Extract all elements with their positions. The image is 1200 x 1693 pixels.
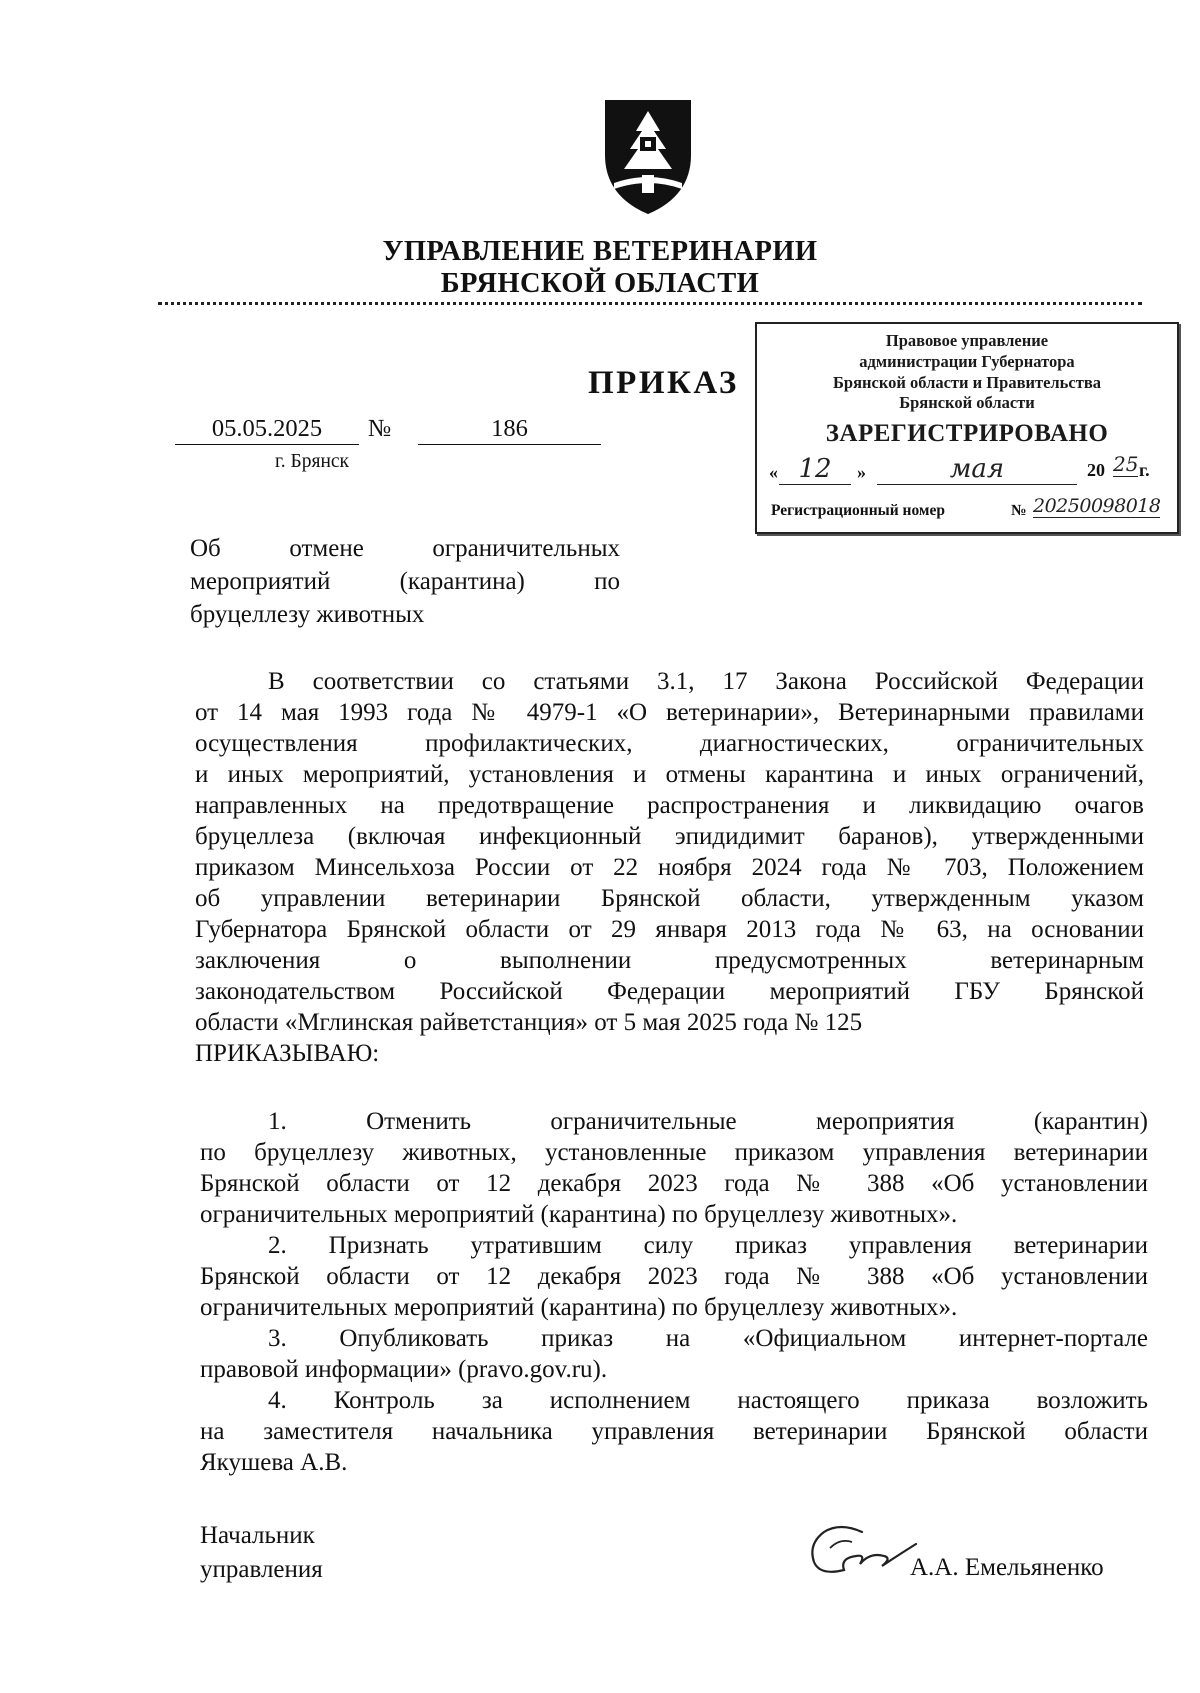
stamp-regnum-sign: № — [1011, 502, 1027, 519]
preamble-line: бруцеллеза (включая инфекционный эпидидимит баранов), утвержденными — [195, 823, 1144, 850]
document-title: ПРИКАЗ — [588, 365, 739, 401]
stamp-quote-close: » — [857, 462, 866, 482]
stamp-date-row — [769, 454, 1169, 488]
preamble-line: об управлении ветеринарии Брянской области, утвержденным указом — [195, 885, 1144, 912]
number-sign: № — [368, 415, 392, 442]
stamp-quote-open: « — [769, 462, 778, 482]
preamble-line: направленных на предотвращение распространения и ликвидацию очагов — [195, 792, 1144, 819]
stamp-line: Правовое управление — [885, 331, 1049, 350]
item-line: 4. Контроль за исполнением настоящего приказа возложить — [268, 1387, 1148, 1414]
item-line: на заместителя начальника управления ветеринарии Брянской области — [200, 1418, 1148, 1445]
stamp-day: 12 — [779, 454, 851, 485]
preamble-line: от 14 мая 1993 года № 4979-1 «О ветеринарии», Ветеринарными правилами — [195, 699, 1144, 726]
stamp-regnum-row — [771, 497, 1171, 525]
organization-name-line2: БРЯНСКОЙ ОБЛАСТИ — [440, 268, 760, 299]
stamp-year-suffix: г. — [1139, 460, 1150, 480]
order-date: 05.05.2025 — [175, 414, 359, 445]
city: г. Брянск — [275, 451, 350, 472]
item-line: 2. Признать утратившим силу приказ управления ветеринарии — [268, 1232, 1148, 1259]
subject-line: мероприятий (карантина) по — [190, 568, 620, 595]
header-divider — [158, 302, 1142, 305]
stamp-month: мая — [877, 454, 1077, 485]
preamble-line: заключения о выполнении предусмотренных ветеринарным — [195, 947, 1144, 974]
item-line: Брянской области от 12 декабря 2023 года № 388 «Об установлении — [200, 1263, 1148, 1290]
item-line: ограничительных мероприятий (карантина) по бруцеллезу животных». — [200, 1201, 958, 1228]
item-line: ограничительных мероприятий (карантина) по бруцеллезу животных». — [200, 1294, 958, 1321]
stamp-line: Брянской области — [899, 393, 1035, 412]
preamble-line: законодательством Российской Федерации мероприятий ГБУ Брянской — [195, 978, 1144, 1005]
item-line: 3. Опубликовать приказ на «Официальном интернет-портале — [268, 1325, 1148, 1352]
stamp-line: Брянской области и Правительства — [833, 373, 1101, 392]
item-line: Якушева А.В. — [200, 1449, 348, 1476]
preamble-line: области «Мглинская райветстанция» от 5 мая 2025 года № 125 — [195, 1009, 863, 1036]
registration-stamp — [755, 322, 1179, 534]
signer-name: А.А. Емельяненко — [910, 1554, 1104, 1581]
order-number: 186 — [418, 414, 601, 445]
stamp-regnum-value: 20250098018 — [1033, 495, 1161, 517]
preamble-line: осуществления профилактических, диагностических, ограничительных — [195, 730, 1144, 757]
stamp-regnum-label: Регистрационный номер — [771, 502, 945, 519]
decree-word: ПРИКАЗЫВАЮ: — [195, 1040, 380, 1067]
item-line: по бруцеллезу животных, установленные приказом управления ветеринарии — [200, 1139, 1148, 1166]
handwritten-signature-icon — [800, 1518, 920, 1584]
stamp-year: 25 — [1113, 452, 1139, 476]
signer-position: управления — [200, 1556, 323, 1583]
item-line: правовой информации» (pravo.gov.ru). — [200, 1356, 608, 1383]
preamble-line: приказом Минсельхоза России от 22 ноября 2024 года № 703, Положением — [195, 854, 1144, 881]
preamble-line: В соответствии со статьями 3.1, 17 Закона Российской Федерации — [268, 668, 1144, 695]
subject-line: бруцеллезу животных — [190, 601, 425, 628]
item-line: 1. Отменить ограничительные мероприятия (карантин) — [268, 1108, 1148, 1135]
organization-name-line1: УПРАВЛЕНИЕ ВЕТЕРИНАРИИ — [382, 236, 818, 267]
subject-line: Об отмене ограничительных — [190, 535, 620, 562]
stamp-year-prefix: 20 — [1087, 460, 1105, 480]
preamble-line: Губернатора Брянской области от 29 января 2013 года № 63, на основании — [195, 916, 1144, 943]
stamp-registered: ЗАРЕГИСТРИРОВАНО — [825, 420, 1109, 447]
signer-position: Начальник — [200, 1522, 315, 1549]
preamble-line: и иных мероприятий, установления и отмены карантина и иных ограничений, — [195, 761, 1144, 788]
coat-of-arms-icon — [602, 97, 694, 217]
item-line: Брянской области от 12 декабря 2023 года № 388 «Об установлении — [200, 1170, 1148, 1197]
stamp-line: администрации Губернатора — [859, 352, 1075, 371]
